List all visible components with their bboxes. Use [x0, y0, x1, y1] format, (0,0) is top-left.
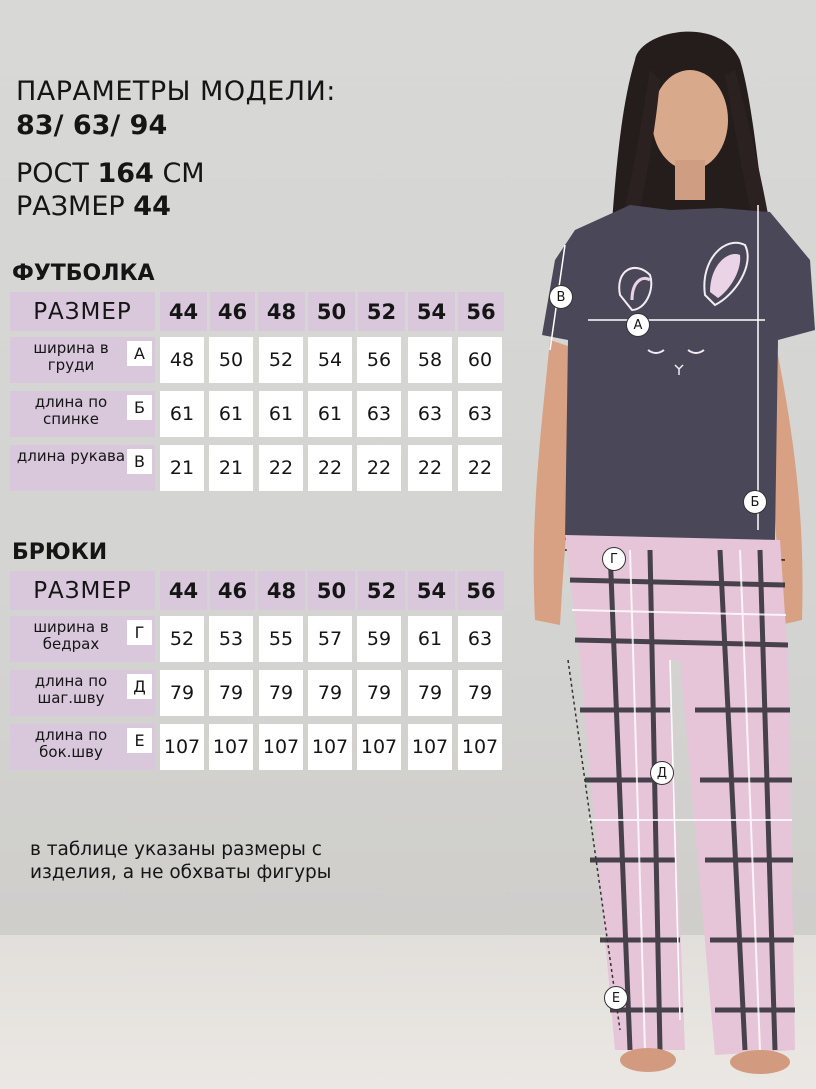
marker-d: Д — [650, 761, 674, 785]
value-cell: 48 — [160, 337, 204, 383]
value-cell: 63 — [458, 391, 502, 437]
value-cell: 107 — [458, 724, 502, 770]
value-cell: 61 — [259, 391, 303, 437]
value-cell: 59 — [357, 616, 401, 662]
tshirt-size-50: 50 — [308, 292, 355, 331]
row-label: ширина в груди — [33, 339, 109, 374]
row-label-cell — [10, 391, 155, 437]
value-cell: 79 — [209, 670, 253, 716]
value-cell: 60 — [458, 337, 502, 383]
value-cell: 79 — [308, 670, 352, 716]
value-cell: 79 — [357, 670, 401, 716]
pants-size-56: 56 — [458, 571, 504, 610]
value-cell: 79 — [259, 670, 303, 716]
pants-size-44: 44 — [160, 571, 207, 610]
value-cell: 107 — [408, 724, 452, 770]
value-cell: 63 — [357, 391, 401, 437]
model-height — [16, 158, 205, 189]
value-cell: 107 — [357, 724, 401, 770]
row-label-cell — [10, 616, 155, 662]
value-cell: 21 — [209, 445, 253, 491]
value-cell: 61 — [160, 391, 204, 437]
pants-size-48: 48 — [258, 571, 305, 610]
pants-size-46: 46 — [210, 571, 255, 610]
row-letter: Д — [127, 674, 152, 699]
value-cell: 63 — [408, 391, 452, 437]
value-cell: 79 — [408, 670, 452, 716]
value-cell: 107 — [160, 724, 204, 770]
value-cell: 107 — [259, 724, 303, 770]
model-params-title: ПАРАМЕТРЫ МОДЕЛИ: — [16, 76, 336, 107]
height-unit: СМ — [162, 158, 205, 189]
model-illustration — [520, 20, 816, 1089]
value-cell: 22 — [259, 445, 303, 491]
tshirt-header-label: РАЗМЕР — [10, 292, 155, 331]
value-cell: 61 — [209, 391, 253, 437]
value-cell: 21 — [160, 445, 204, 491]
tshirt-size-46: 46 — [210, 292, 255, 331]
value-cell: 107 — [308, 724, 352, 770]
height-value: 164 — [97, 158, 154, 189]
size-label: РАЗМЕР — [16, 191, 125, 222]
value-cell: 22 — [357, 445, 401, 491]
value-cell: 63 — [458, 616, 502, 662]
value-cell: 22 — [458, 445, 502, 491]
value-cell: 52 — [259, 337, 303, 383]
pants-section-title: БРЮКИ — [12, 540, 108, 565]
row-label: ширина в бедрах — [33, 618, 109, 653]
model-size — [16, 191, 171, 222]
tshirt-size-56: 56 — [458, 292, 504, 331]
marker-b: Б — [743, 490, 767, 514]
pants-size-50: 50 — [308, 571, 355, 610]
row-label: длина по бок.шву — [34, 726, 108, 761]
value-cell: 22 — [408, 445, 452, 491]
row-label: длина рукава — [16, 447, 126, 465]
tshirt-size-52: 52 — [358, 292, 405, 331]
row-label-cell — [10, 445, 155, 491]
value-cell: 50 — [209, 337, 253, 383]
row-letter: Е — [127, 728, 152, 753]
row-letter: В — [127, 449, 152, 474]
value-cell: 22 — [308, 445, 352, 491]
value-cell: 57 — [308, 616, 352, 662]
value-cell: 56 — [357, 337, 401, 383]
row-label-cell — [10, 670, 155, 716]
marker-g: Г — [602, 547, 626, 571]
row-label-cell — [10, 724, 155, 770]
value-cell: 55 — [259, 616, 303, 662]
size-note: в таблице указаны размеры с изделия, а не обхваты фигуры — [30, 839, 332, 883]
pants-size-54: 54 — [408, 571, 455, 610]
row-label-cell — [10, 337, 155, 383]
value-cell: 107 — [209, 724, 253, 770]
pants-size-52: 52 — [358, 571, 405, 610]
marker-a: А — [626, 313, 650, 337]
marker-v: В — [549, 285, 573, 309]
tshirt-size-48: 48 — [258, 292, 305, 331]
row-letter: Б — [127, 395, 152, 420]
tshirt-size-44: 44 — [160, 292, 207, 331]
marker-e: Е — [604, 986, 628, 1010]
value-cell: 53 — [209, 616, 253, 662]
model-params-value: 83/ 63/ 94 — [16, 110, 168, 141]
row-letter: Г — [127, 620, 152, 645]
value-cell: 79 — [458, 670, 502, 716]
tshirt-section-title: ФУТБОЛКА — [12, 261, 155, 286]
row-label: длина по шаг.шву — [34, 672, 108, 707]
value-cell: 61 — [408, 616, 452, 662]
value-cell: 54 — [308, 337, 352, 383]
value-cell: 79 — [160, 670, 204, 716]
pants-header-label: РАЗМЕР — [10, 571, 155, 610]
row-letter: А — [127, 341, 152, 366]
value-cell: 52 — [160, 616, 204, 662]
value-cell: 58 — [408, 337, 452, 383]
row-label: длина по спинке — [34, 393, 108, 428]
height-label: РОСТ — [16, 158, 89, 189]
size-value: 44 — [133, 191, 171, 222]
value-cell: 61 — [308, 391, 352, 437]
tshirt-size-54: 54 — [408, 292, 455, 331]
